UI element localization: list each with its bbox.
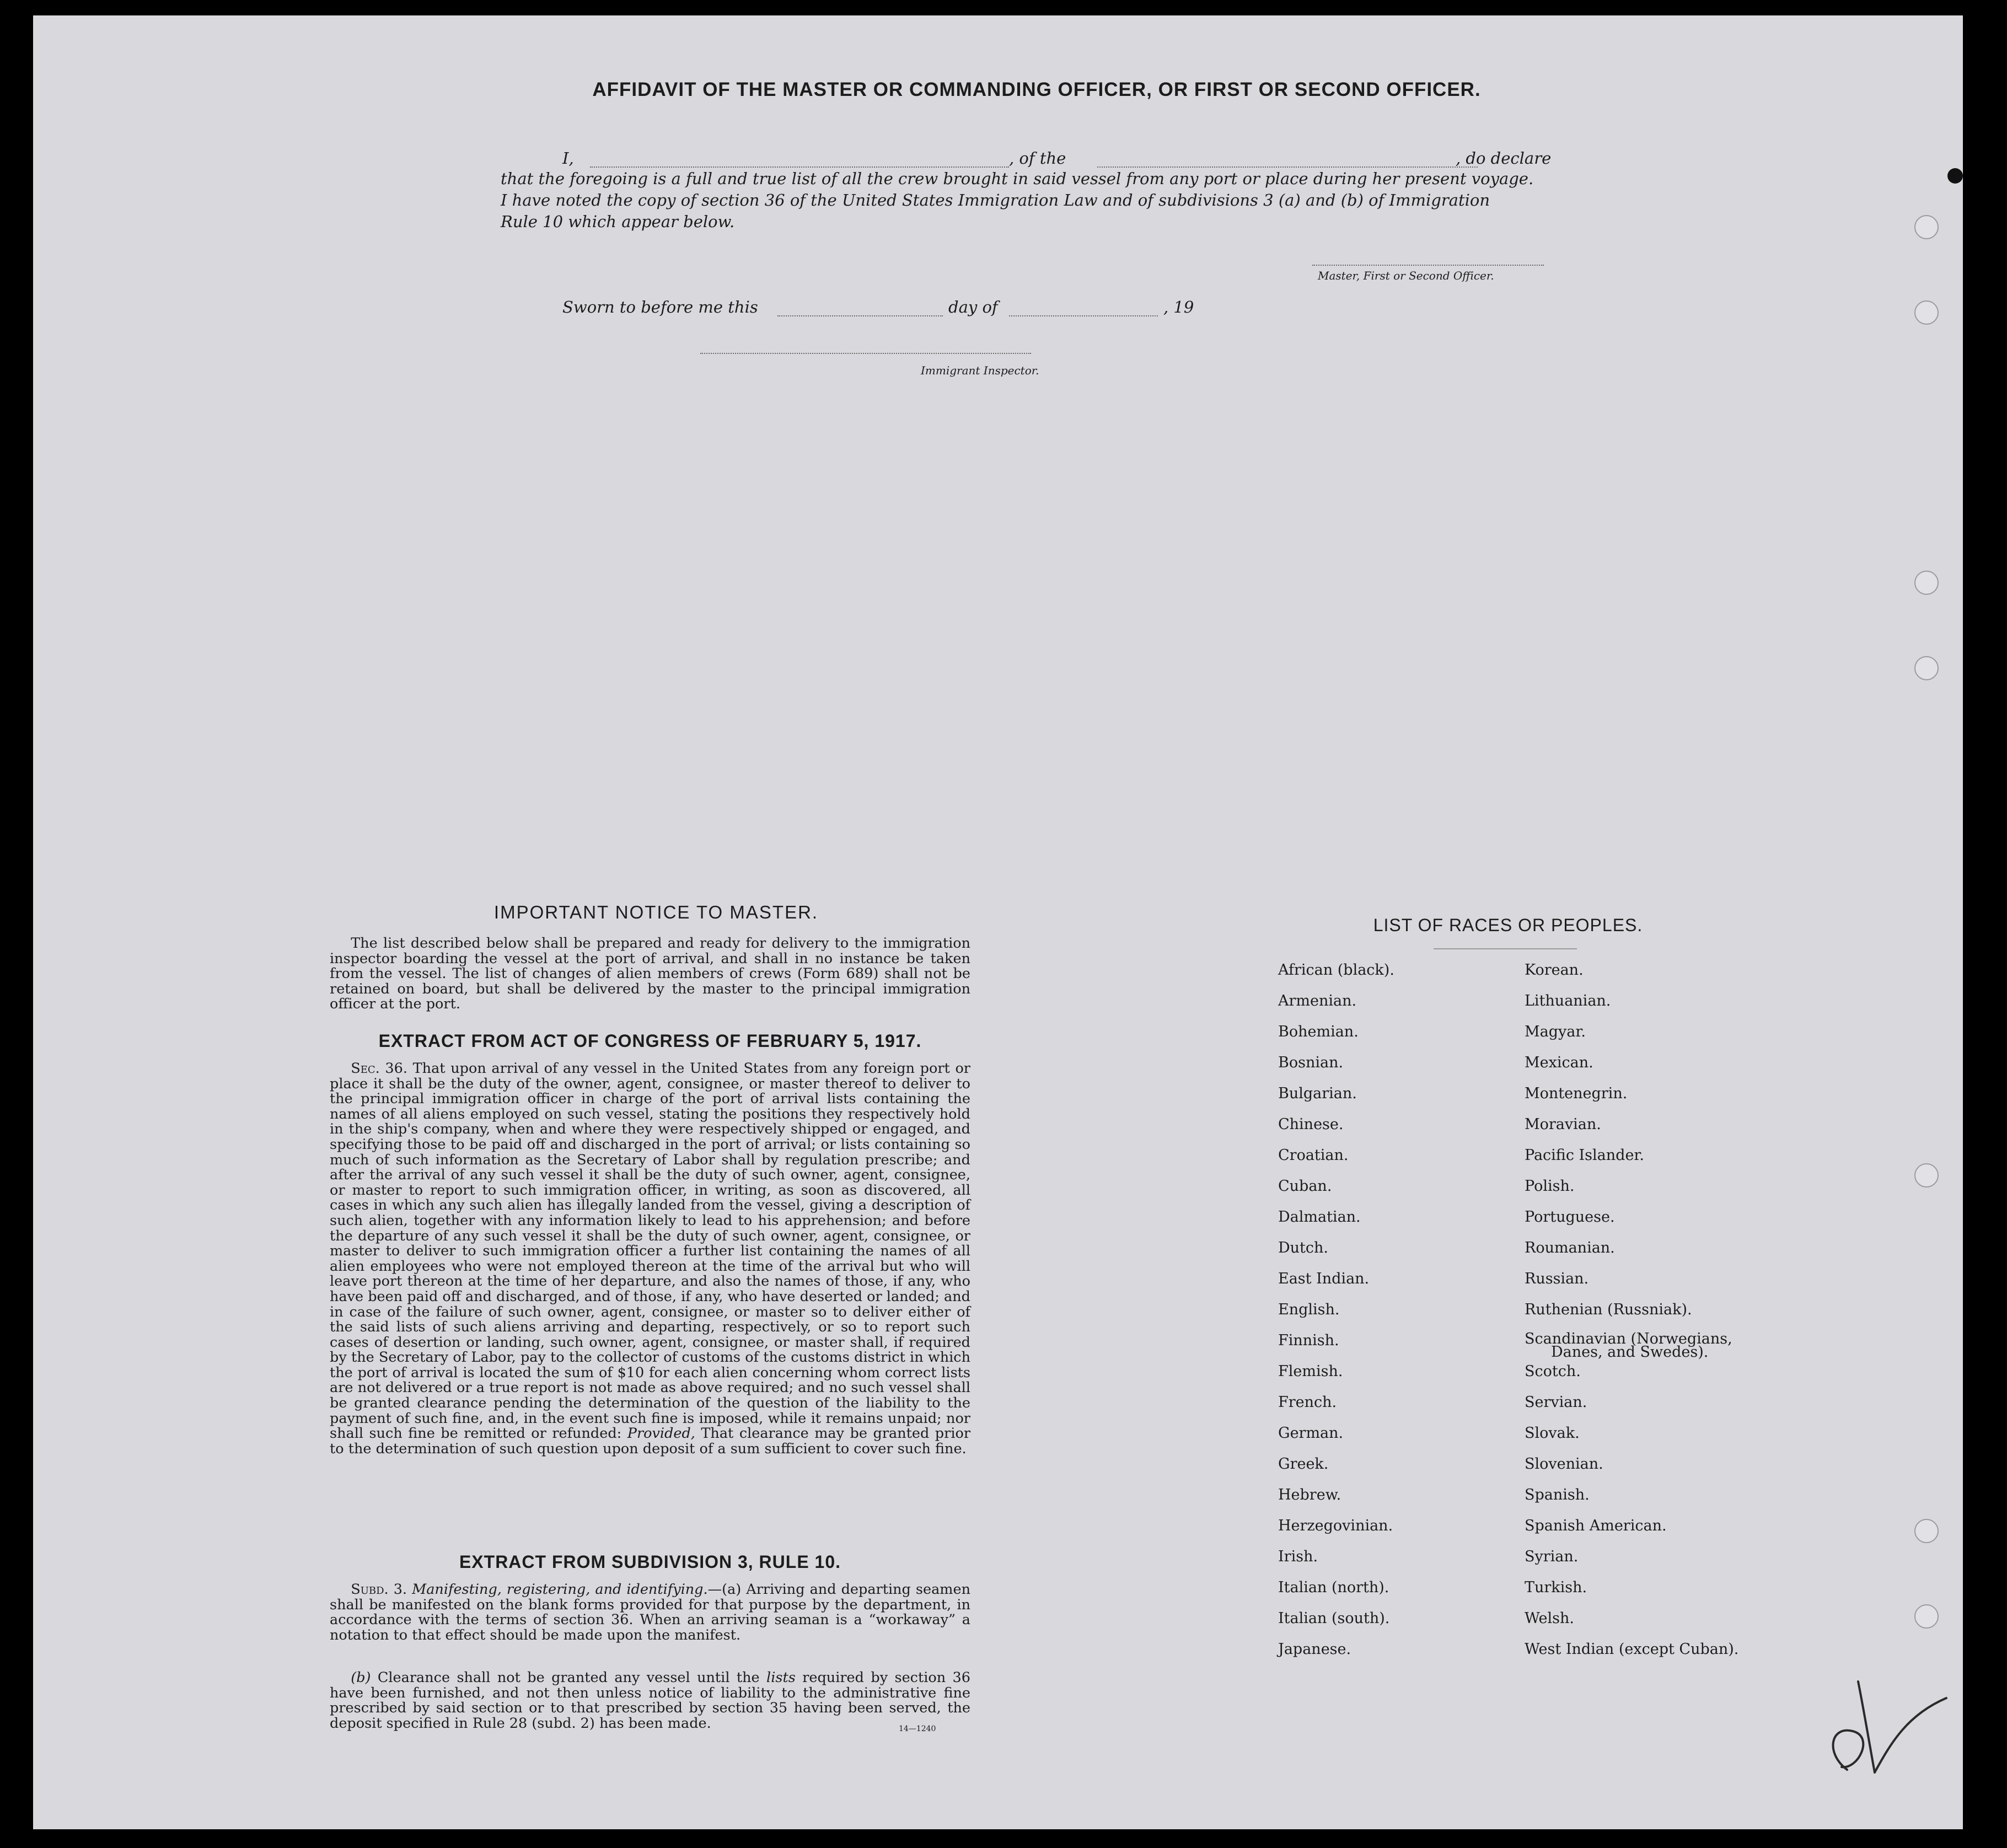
notice-title: IMPORTANT NOTICE TO MASTER. [493, 902, 819, 922]
race-item: Syrian. [1525, 1548, 1579, 1565]
vessel-name-line [1097, 166, 1478, 168]
race-item: West Indian (except Cuban). [1525, 1641, 1739, 1658]
races-right-column [1525, 962, 1738, 1672]
race-item: Hebrew. [1278, 1486, 1341, 1503]
handwritten-mark [1814, 1659, 1957, 1781]
race-item: Roumanian. [1525, 1239, 1615, 1256]
act-section-label: Sec. 36. [351, 1060, 407, 1077]
race-item: Chinese. [1278, 1116, 1344, 1133]
rule-b-lists: lists [766, 1669, 796, 1686]
race-item: Spanish. [1525, 1486, 1590, 1503]
binder-hole [1914, 1163, 1939, 1188]
race-item-continuation: Danes, and Swedes). [1551, 1344, 1709, 1361]
race-item: Armenian. [1278, 992, 1357, 1009]
race-item: Italian (north). [1278, 1579, 1389, 1596]
race-item: Pacific Islander. [1525, 1147, 1644, 1164]
race-item: Greek. [1278, 1455, 1329, 1473]
race-item: Russian. [1525, 1270, 1589, 1287]
race-item: Magyar. [1525, 1023, 1586, 1040]
act-text [330, 1061, 970, 1457]
affidavit-line-2: that the foregoing is a full and true list of all the crew brought in said vessel from any port or place during her present voyage. [501, 169, 1534, 188]
race-item: Dutch. [1278, 1239, 1328, 1256]
master-signature-line [1312, 265, 1544, 266]
binder-hole [1914, 300, 1939, 325]
rule-subd-a [330, 1582, 970, 1643]
rule-subd-label: Subd. 3. [351, 1581, 407, 1598]
handwritten-mark-stroke [1833, 1682, 1946, 1772]
rule-title: EXTRACT FROM SUBDIVISION 3, RULE 10. [459, 1552, 841, 1572]
punch-hole-dark [1947, 168, 1963, 184]
affidavit-title: AFFIDAVIT OF THE MASTER OR COMMANDING OFFICER, OR FIRST OR SECOND OFFICER. [592, 79, 1481, 100]
master-name-line [590, 166, 1009, 168]
race-item: Lithuanian. [1525, 992, 1611, 1009]
races-title-rule [1434, 948, 1577, 949]
race-item: Welsh. [1525, 1610, 1574, 1627]
race-item: Scotch. [1525, 1363, 1581, 1380]
race-item: Cuban. [1278, 1178, 1332, 1195]
rule-subd-heading: Manifesting, registering, and identifying. [412, 1581, 708, 1598]
race-item: Slovak. [1525, 1425, 1580, 1442]
race-item: German. [1278, 1425, 1344, 1442]
race-item: Montenegrin. [1525, 1085, 1628, 1102]
affidavit-line-3: I have noted the copy of section 36 of the United States Immigration Law and of subdivisions 3 (a) and (b) of Immigration [501, 191, 1490, 209]
notice-text: The list described below shall be prepared and ready for delivery to the immigration inspector boarding the vessel at the port of arrival, and shall in no instance be taken from the vessel. The list of changes of alien members of crews (Form 689) shall not be retained on board, but shall be delivered by the master to the principal immigration officer at the port. [330, 935, 970, 1013]
binder-hole [1914, 656, 1939, 680]
affidavit-do-declare: , do declare [1456, 149, 1552, 168]
form-number: 14—1240 [899, 1725, 936, 1733]
race-item: Bosnian. [1278, 1054, 1344, 1071]
rule-subd-a-text: —(a) Arriving and departing seamen shall be manifested on the blank forms provided for that purpose by the department, in accordance with the terms of section 36. When an arriving seaman is a “workaway” a notation to that effect should be made upon the manifest. [330, 1581, 971, 1643]
affidavit-of-the: , of the [1009, 149, 1066, 168]
binder-hole [1914, 215, 1939, 239]
race-item: Japanese. [1278, 1641, 1351, 1658]
race-item: African (black). [1278, 961, 1394, 979]
race-item: Korean. [1525, 961, 1584, 979]
inspector-caption: Immigrant Inspector. [921, 364, 1039, 377]
race-item: English. [1278, 1301, 1340, 1318]
act-title: EXTRACT FROM ACT OF CONGRESS OF FEBRUARY 5, 1917. [378, 1031, 922, 1051]
race-item: Servian. [1525, 1394, 1587, 1411]
binder-hole [1914, 1604, 1939, 1629]
race-item: Flemish. [1278, 1363, 1343, 1380]
race-item: Dalmatian. [1278, 1208, 1361, 1226]
act-text-body: That upon arrival of any vessel in the United States from any foreign port or place it shall be the duty of the owner, agent, consignee, or master thereof to deliver to the principal immigration officer in charge of the port of arrival lists containing the names of all aliens employed on such vessel, stating the positions they respectively hold in the ship's company, when and where they were respectively shipped or engaged, and specifying those to be paid off and discharged in the port of arrival; or lists containing so much of such information as the Secretary of Labor shall by regulation prescribe; and after the arrival of any such vessel it shall be the duty of such owner, agent, consignee, or master to report to such immigration officer, in writing, as soon as discovered, all cases in which any such alien has illegally landed from the vessel, giving a description of such alien, together with any information likely to lead to his apprehension; and before the departure of any such vessel it shall be the duty of such owner, agent, consignee, or master to deliver to such immigration officer a further list containing the names of all alien employees who were not employed thereon at the time of the arrival but who will leave port thereon at the time of her departure, and also the names of those, if any, who have been paid off and discharged, and of those, if any, who have deserted or landed; and in case of the failure of such owner, agent, consignee, or master so to deliver either of the said lists of such aliens arriving and departing, respectively, or so to report such cases of desertion or landing, such owner, agent, consignee, or master shall, if required by the Secretary of Labor, pay to the collector of customs of the customs district in which the port of arrival is located the sum of $10 for each alien concerning whom correct lists are not delivered or a true report is not made as above required; and no such vessel shall be granted clearance pending the determination of the question of the liability to the payment of such fine, and, in the event such fine is imposed, while it remains unpaid; nor shall such fine be remitted or refunded: [330, 1060, 970, 1442]
act-text-end: That clearance may be granted prior to the determination of such question upon deposit of a sum sufficient to cover such fine. [330, 1425, 971, 1457]
races-left-column [1278, 962, 1394, 1672]
inspector-signature-line [700, 353, 1031, 354]
race-item: Bohemian. [1278, 1023, 1359, 1040]
race-item: Turkish. [1525, 1579, 1587, 1596]
race-item: Finnish. [1278, 1332, 1339, 1349]
rule-b-text-2: required by section 36 have been furnished, and not then unless notice of liability to the administrative fine prescribed by said section or to that prescribed by section 35 having been served, the deposit specified in Rule 28 (subd. 2) has been made. [330, 1669, 970, 1732]
race-item: Slovenian. [1525, 1455, 1603, 1473]
master-signature-caption: Master, First or Second Officer. [1318, 269, 1494, 282]
race-item: French. [1278, 1394, 1337, 1411]
sworn-month-line [1009, 315, 1158, 316]
race-item: Portuguese. [1525, 1208, 1615, 1226]
race-item: Italian (south). [1278, 1610, 1390, 1627]
race-item: Polish. [1525, 1178, 1575, 1195]
race-item: Spanish American. [1525, 1517, 1667, 1534]
race-item: Bulgarian. [1278, 1085, 1357, 1102]
race-item: Croatian. [1278, 1147, 1349, 1164]
race-item: East Indian. [1278, 1270, 1370, 1287]
rule-b-label: (b) [351, 1669, 371, 1686]
affidavit-i-label: I, [562, 149, 574, 168]
affidavit-line-4: Rule 10 which appear below. [501, 212, 735, 231]
race-item: Mexican. [1525, 1054, 1593, 1071]
race-item: Ruthenian (Russniak). [1525, 1301, 1692, 1318]
race-item: Irish. [1278, 1548, 1318, 1565]
act-provided: Provided, [627, 1425, 695, 1442]
race-item: Herzegovinian. [1278, 1517, 1393, 1534]
race-item: Scandinavian (Norwegians, Danes, and Swedes). [1525, 1333, 1738, 1363]
binder-hole [1914, 571, 1939, 595]
races-title: LIST OF RACES OR PEOPLES. [1373, 915, 1643, 935]
rule-subd-b [330, 1670, 970, 1731]
rule-b-text-1: Clearance shall not be granted any vessel until the [377, 1669, 760, 1686]
sworn-day-of: day of [948, 298, 998, 316]
binder-hole [1914, 1519, 1939, 1543]
race-item: Moravian. [1525, 1116, 1601, 1133]
sworn-year: , 19 [1163, 298, 1194, 316]
sworn-label: Sworn to before me this [562, 298, 758, 316]
sworn-day-line [777, 315, 943, 316]
